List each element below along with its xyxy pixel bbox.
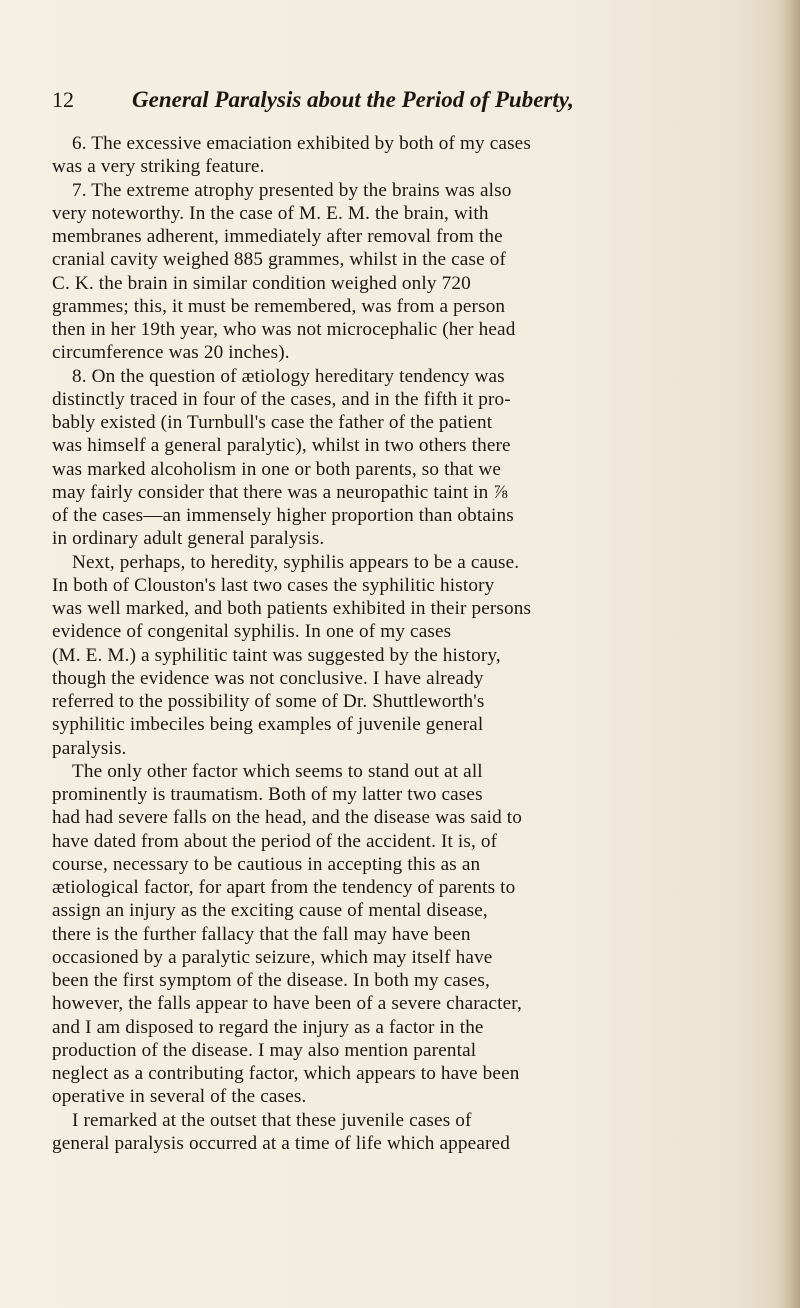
text-line: was marked alcoholism in one or both parents, so that we (52, 458, 502, 480)
page-header (52, 87, 742, 117)
body-text (52, 132, 752, 1155)
text-line: The only other factor which seems to stand out at all (72, 760, 483, 782)
text-line: in ordinary adult general paralysis. (52, 528, 325, 550)
text-line: was well marked, and both patients exhibited in their persons (52, 598, 532, 619)
text-line: cranial cavity weighed 885 grammes, whilst in the case of (52, 249, 506, 271)
text-line: may fairly consider that there was a neuropathic taint in ⅞ (52, 481, 508, 503)
text-line: membranes adherent, immediately after removal from the (52, 226, 503, 247)
text-line: 7. The extreme atrophy presented by the brains was also (72, 179, 512, 201)
text-line: of the cases—an immensely higher proportion than obtains (52, 505, 514, 526)
text-line: though the evidence was not conclusive. I have already (52, 667, 484, 689)
text-line: (M. E. M.) a syphilitic taint was suggested by the history, (52, 644, 501, 666)
text-line: I remarked at the outset that these juvenile cases of (72, 1109, 472, 1131)
text-line: bably existed (in Turnbull's case the father of the patient (52, 412, 493, 433)
text-line: 8. On the question of ætiology hereditary tendency was (72, 365, 505, 387)
page-number: 12 (52, 87, 74, 112)
text-line: assign an injury as the exciting cause of mental disease, (52, 900, 488, 922)
text-line: production of the disease. I may also mention parental (52, 1039, 477, 1061)
text-line: and I am disposed to regard the injury as a factor in the (52, 1016, 484, 1038)
text-line: referred to the possibility of some of Dr. Shuttleworth's (52, 691, 485, 712)
text-line: paralysis. (52, 737, 127, 759)
text-line: was a very striking feature. (52, 156, 265, 178)
text-line: have dated from about the period of the accident. It is, of (52, 830, 498, 852)
text-line: circumference was 20 inches). (52, 342, 290, 364)
text-line: general paralysis occurred at a time of life which appeared (52, 1132, 510, 1154)
text-line: prominently is traumatism. Both of my latter two cases (52, 784, 483, 805)
text-line: been the first symptom of the disease. In both my cases, (52, 970, 490, 991)
text-line: operative in several of the cases. (52, 1086, 307, 1108)
running-title: General Paralysis about the Period of Puberty, (132, 87, 574, 112)
text-line: distinctly traced in four of the cases, and in the fifth it pro- (52, 388, 511, 410)
text-line: there is the further fallacy that the fall may have been (52, 923, 471, 945)
text-line: then in her 19th year, who was not microcephalic (her head (52, 319, 516, 340)
text-line: 6. The excessive emaciation exhibited by both of my cases (72, 133, 531, 154)
text-line: grammes; this, it must be remembered, was from a person (52, 295, 506, 317)
text-line: course, necessary to be cautious in accepting this as an (52, 853, 481, 875)
text-line: syphilitic imbeciles being examples of juvenile general (52, 714, 484, 736)
page-edge-shadow (778, 0, 800, 1308)
text-line: ætiological factor, for apart from the tendency of parents to (52, 877, 516, 898)
text-line: evidence of congenital syphilis. In one of my cases (52, 621, 452, 643)
text-line: neglect as a contributing factor, which appears to have been (52, 1063, 520, 1084)
text-line: C. K. the brain in similar condition weighed only 720 (52, 272, 471, 294)
text-line: occasioned by a paralytic seizure, which may itself have (52, 946, 493, 968)
text-line: very noteworthy. In the case of M. E. M. the brain, with (52, 202, 489, 224)
text-line: Next, perhaps, to heredity, syphilis appears to be a cause. (72, 551, 520, 573)
text-line: In both of Clouston's last two cases the syphilitic history (52, 574, 495, 596)
text-line: was himself a general paralytic), whilst in two others there (52, 435, 511, 457)
text-line: had had severe falls on the head, and the disease was said to (52, 807, 523, 829)
text-line: however, the falls appear to have been of a severe character, (52, 993, 522, 1015)
